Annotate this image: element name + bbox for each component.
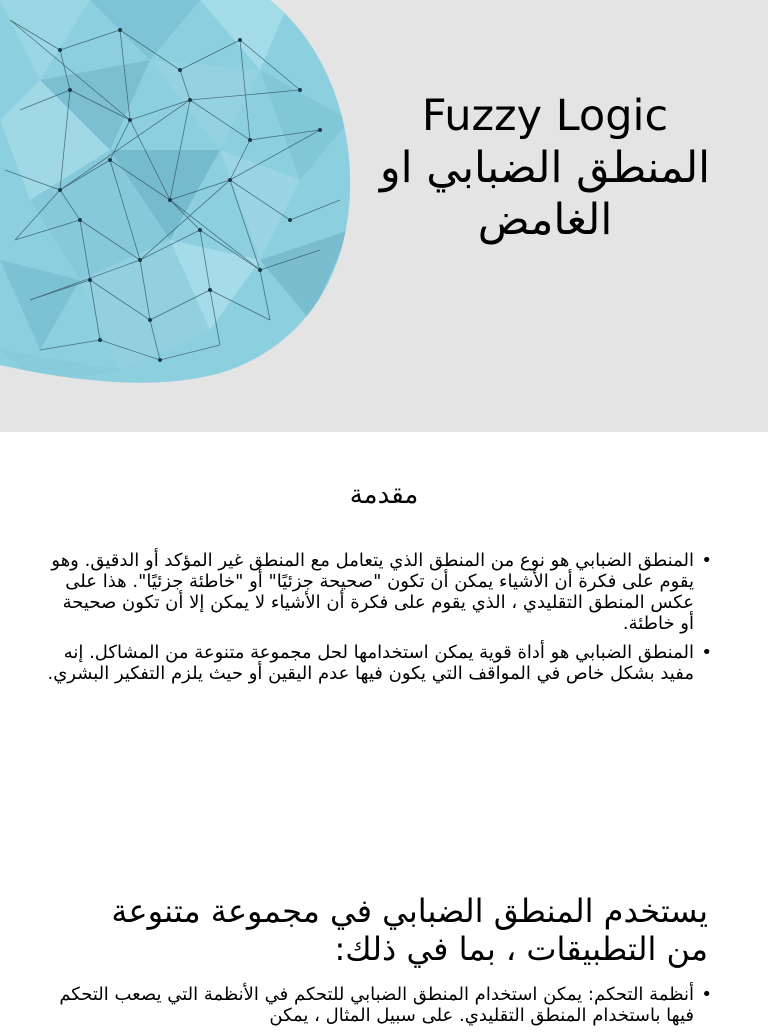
applications-heading: يستخدم المنطق الضبابي في مجموعة متنوعة من التطبيقات ، بما في ذلك: — [111, 892, 708, 968]
polygon-network-blob-icon — [0, 0, 360, 385]
title-english: Fuzzy Logic — [421, 91, 669, 141]
list-item — [46, 550, 712, 634]
bullet-text: المنطق الضبابي هو أداة قوية يمكن استخدامها لحل مجموعة متنوعة من المشاكل. إنه مفيد بشكل خاص في المواقف التي يكون فيها عدم اليقين أو حيث يلزم التفكير البشري. — [47, 642, 694, 684]
list-item — [46, 642, 712, 684]
bullet-text: أنظمة التحكم: يمكن استخدام المنطق الضبابي للتحكم في الأنظمة التي يصعب التحكم فيها باستخدام المنطق التقليدي. على سبيل المثال ، يمكن — [59, 984, 694, 1026]
intro-heading: مقدمة — [349, 480, 419, 510]
list-item — [46, 984, 712, 1026]
slide-title — [360, 90, 730, 246]
bullet-icon: • — [701, 550, 712, 571]
bullet-icon: • — [701, 984, 712, 1005]
content-slide — [0, 432, 768, 1024]
intro-bullet-list — [46, 550, 712, 692]
title-slide — [0, 0, 768, 432]
title-arabic-line1: المنطق الضبابي او — [379, 143, 711, 193]
bullet-icon: • — [701, 642, 712, 663]
applications-bullet-list — [46, 984, 712, 1034]
bullet-text: المنطق الضبابي هو نوع من المنطق الذي يتعامل مع المنطق غير المؤكد أو الدقيق. وهو يقوم على فكرة أن الأشياء يمكن أن تكون "صحيحة جزئيًا" أو "خاطئة جزئيًا". هذا على عكس المنطق التقليدي ، الذي يقوم على فكرة أن الأشياء لا يمكن إلا أن تكون صحيحة أو خاطئة. — [51, 550, 694, 634]
title-arabic-line2: الغامض — [477, 195, 613, 245]
